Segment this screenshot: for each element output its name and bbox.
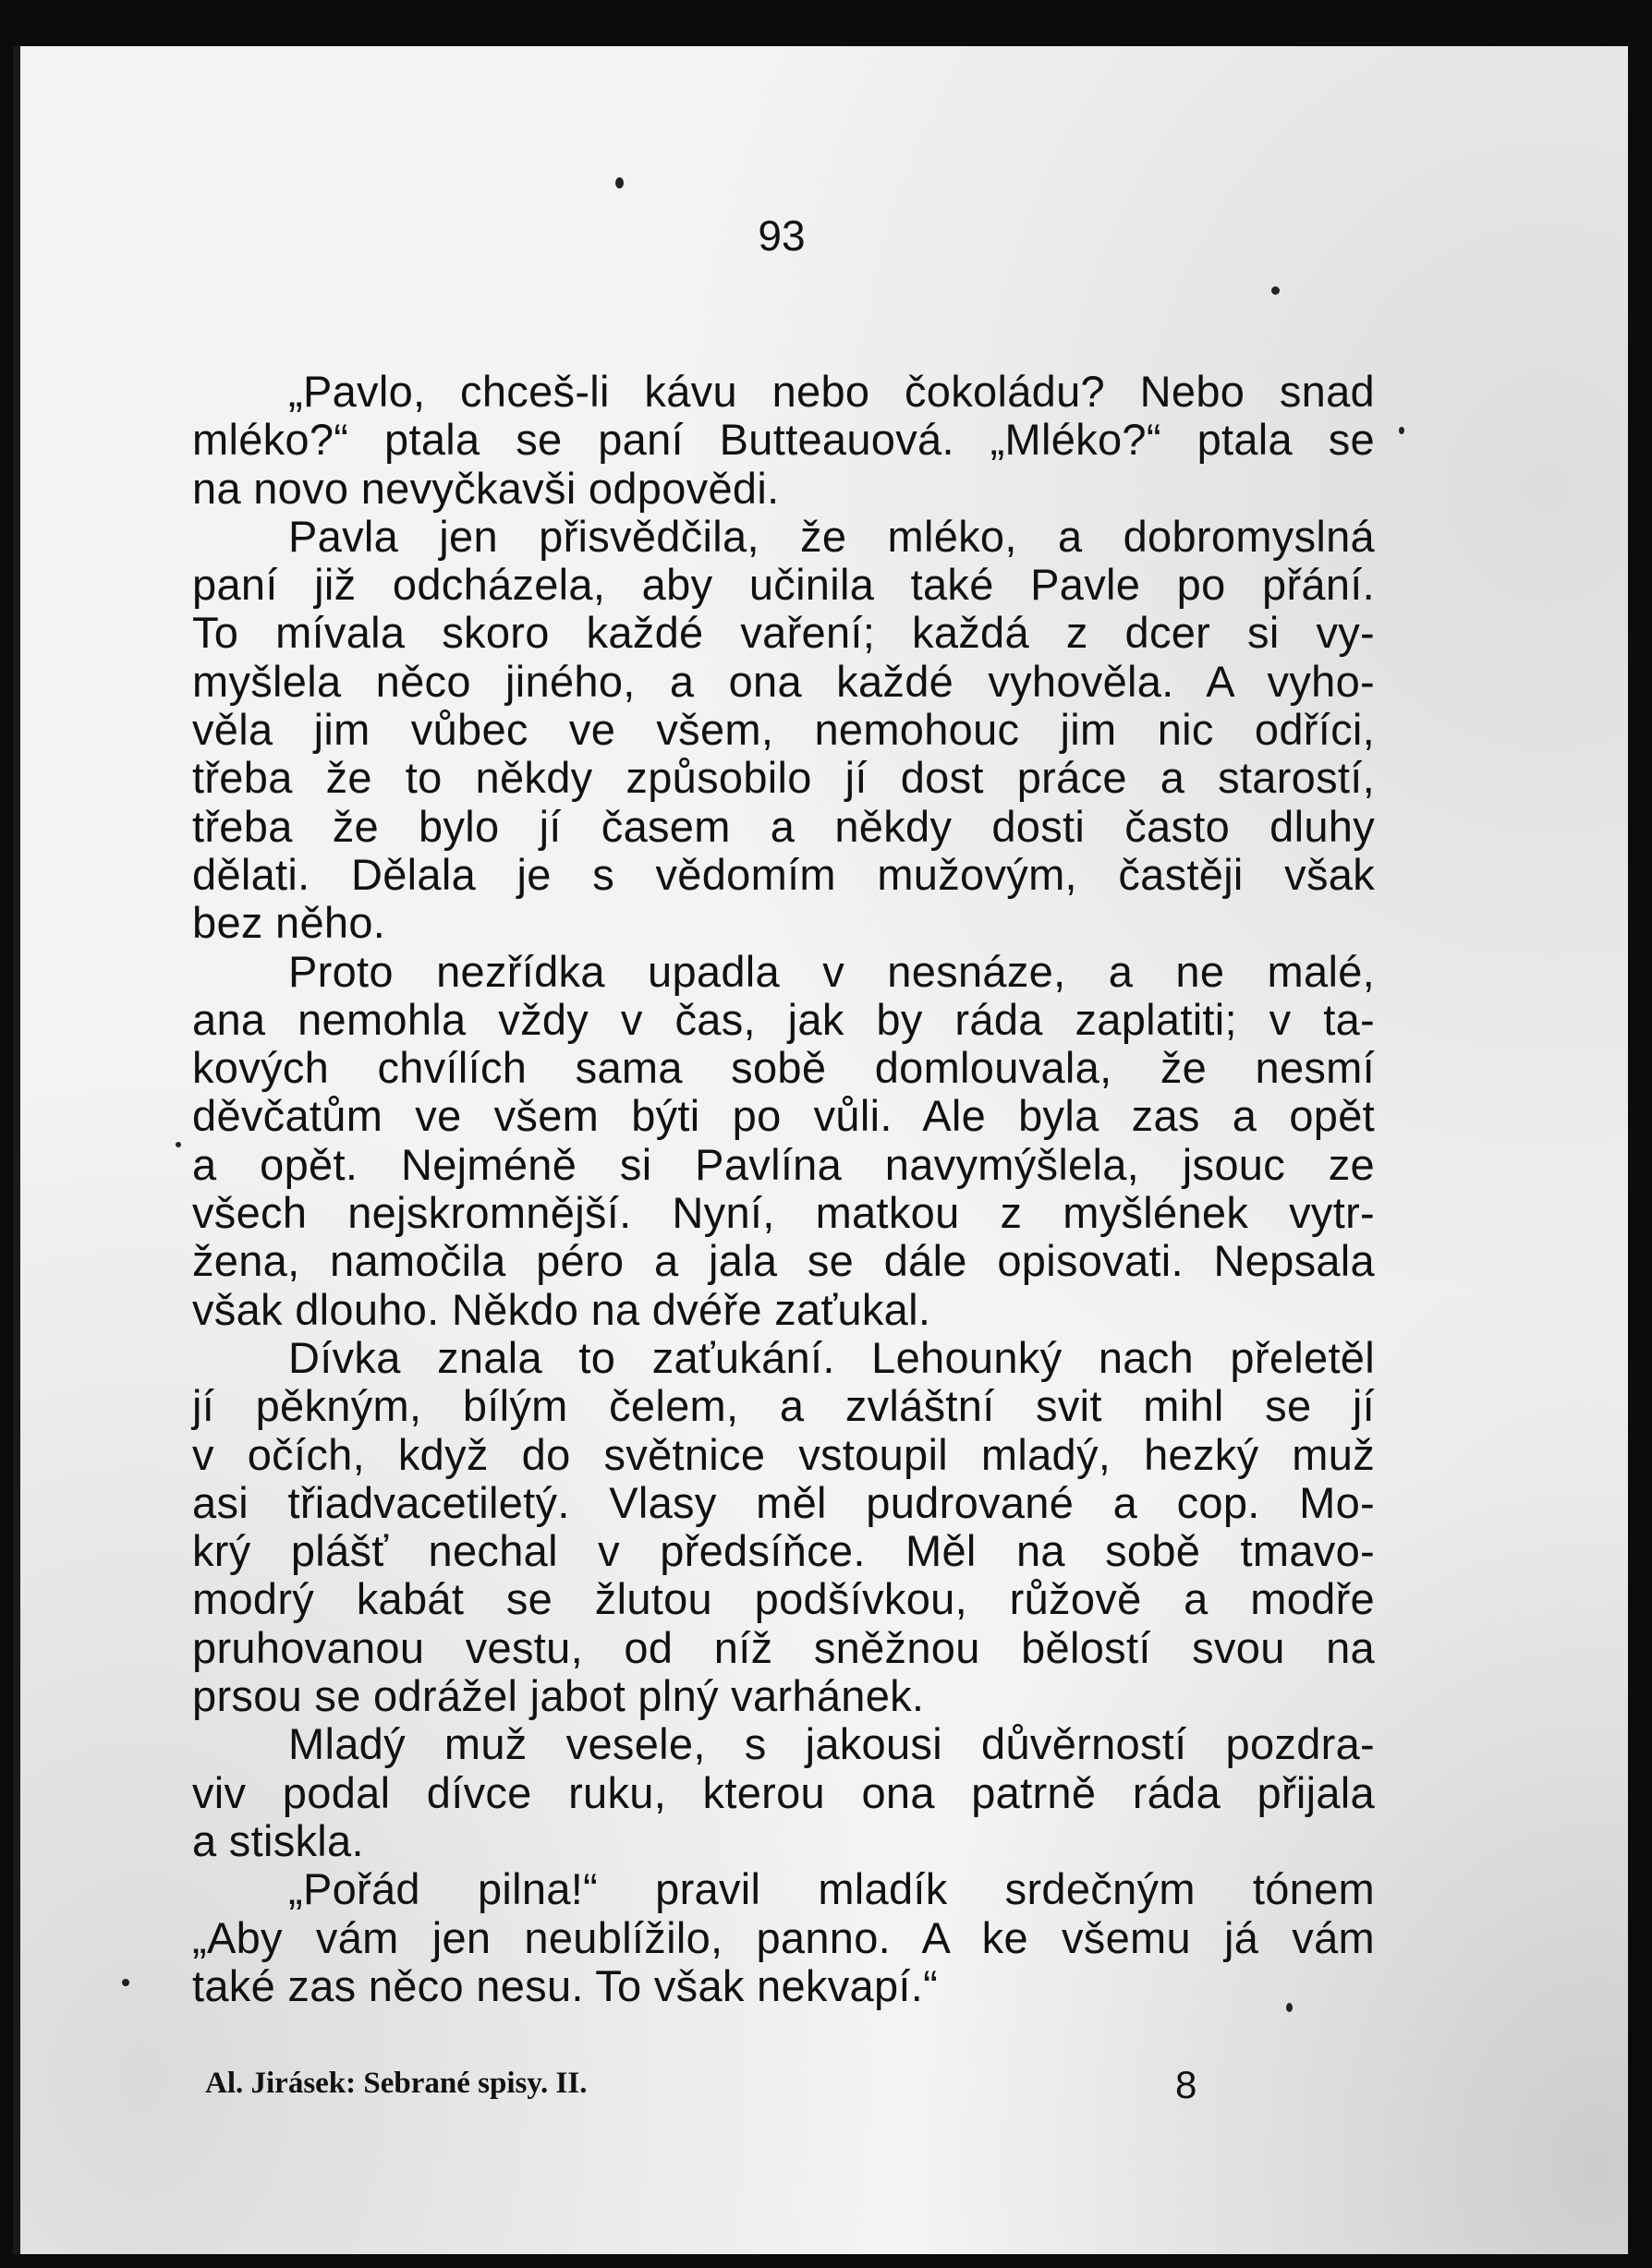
text-line: také zas něco nesu. To však nekvapí.“ [192, 1960, 939, 2010]
text-line: děvčatům ve všem býti po vůli. Ale byla zas a opět [192, 1091, 1375, 1141]
text-line: v očích, když do světnice vstoupil mladý, hezký muž [192, 1429, 1375, 1479]
text-line: všech nejskromnější. Nyní, matkou z myšlének vytr- [192, 1188, 1375, 1238]
text-line: kových chvílích sama sobě domlouvala, že nesmí [192, 1043, 1375, 1093]
text-line: mléko?“ ptala se paní Butteauová. „Mléko?“ ptala se [192, 415, 1375, 465]
text-line: žena, namočila péro a jala se dále opisovati. Nepsala [192, 1236, 1375, 1286]
text-line: „Pavlo, chceš-li kávu nebo čokoládu? Nebo snad [288, 367, 1375, 416]
text-line: krý plášť nechal v předsíňce. Měl na sobě tmavo- [192, 1526, 1375, 1576]
text-line: ana nemohla vždy v čas, jak by ráda zaplatiti; v ta- [192, 994, 1375, 1044]
text-line: asi třiadvacetiletý. Vlasy měl pudrované a cop. Mo- [192, 1477, 1375, 1527]
text-line: viv podal dívce ruku, kterou ona patrně ráda přijala [192, 1767, 1375, 1817]
text-line: na novo nevyčkavši odpovědi. [192, 463, 780, 513]
scan-speck [176, 1142, 181, 1147]
text-line: však dlouho. Někdo na dvéře zaťukal. [192, 1284, 931, 1334]
text-line: Dívka znala to zaťukání. Lehounký nach přeletěl [288, 1332, 1375, 1382]
text-line: bez něho. [192, 898, 386, 948]
scan-speck [1271, 286, 1280, 295]
text-line: Proto nezřídka upadla v nesnáze, a ne malé, [288, 946, 1375, 996]
sheet-mark: 8 [1175, 2063, 1197, 2106]
text-line: pruhovanou vestu, od níž sněžnou bělostí svou na [192, 1622, 1375, 1672]
text-line: Mladý muž vesele, s jakousi důvěrností pozdra- [288, 1719, 1375, 1769]
scan-speck [1286, 2003, 1293, 2012]
text-line: věla jim vůbec ve všem, nemohouc jim nic odříci, [192, 705, 1375, 755]
text-line: a stiskla. [192, 1815, 364, 1865]
scan-speck [122, 1979, 129, 1986]
text-line: a opět. Nejméně si Pavlína navymýšlela, jsouc ze [192, 1139, 1375, 1189]
text-line: „Pořád pilna!“ pravil mladík srdečným tónem [288, 1864, 1375, 1914]
scan-speck [1399, 427, 1404, 434]
page-edge-shadow [13, 46, 20, 2254]
book-page [13, 46, 1628, 2254]
text-line: třeba že to někdy způsobilo jí dost práce a starostí, [192, 753, 1375, 803]
body-text [192, 368, 1375, 2010]
footer-signature: Al. Jirásek: Sebrané spisy. II. [205, 2067, 588, 2100]
page-number: 93 [758, 212, 806, 260]
scan-speck [615, 177, 624, 188]
text-line: Pavla jen přisvědčila, že mléko, a dobromyslná [288, 511, 1375, 561]
text-line: třeba že bylo jí časem a někdy dosti často dluhy [192, 801, 1375, 851]
text-line: jí pěkným, bílým čelem, a zvláštní svit mihl se jí [192, 1381, 1375, 1431]
text-line: To mívala skoro každé vaření; každá z dcer si vy- [192, 608, 1375, 658]
text-line: dělati. Dělala je s vědomím mužovým, častěji však [192, 849, 1375, 899]
text-line: „Aby vám jen neublížilo, panno. A ke všemu já vám [192, 1912, 1375, 1962]
text-line: paní již odcházela, aby učinila také Pavle po přání. [192, 560, 1375, 610]
text-line: modrý kabát se žlutou podšívkou, růžově a modře [192, 1574, 1375, 1624]
text-line: myšlela něco jiného, a ona každé vyhověla. A vyho- [192, 656, 1375, 706]
text-line: prsou se odrážel jabot plný varhánek. [192, 1671, 925, 1721]
